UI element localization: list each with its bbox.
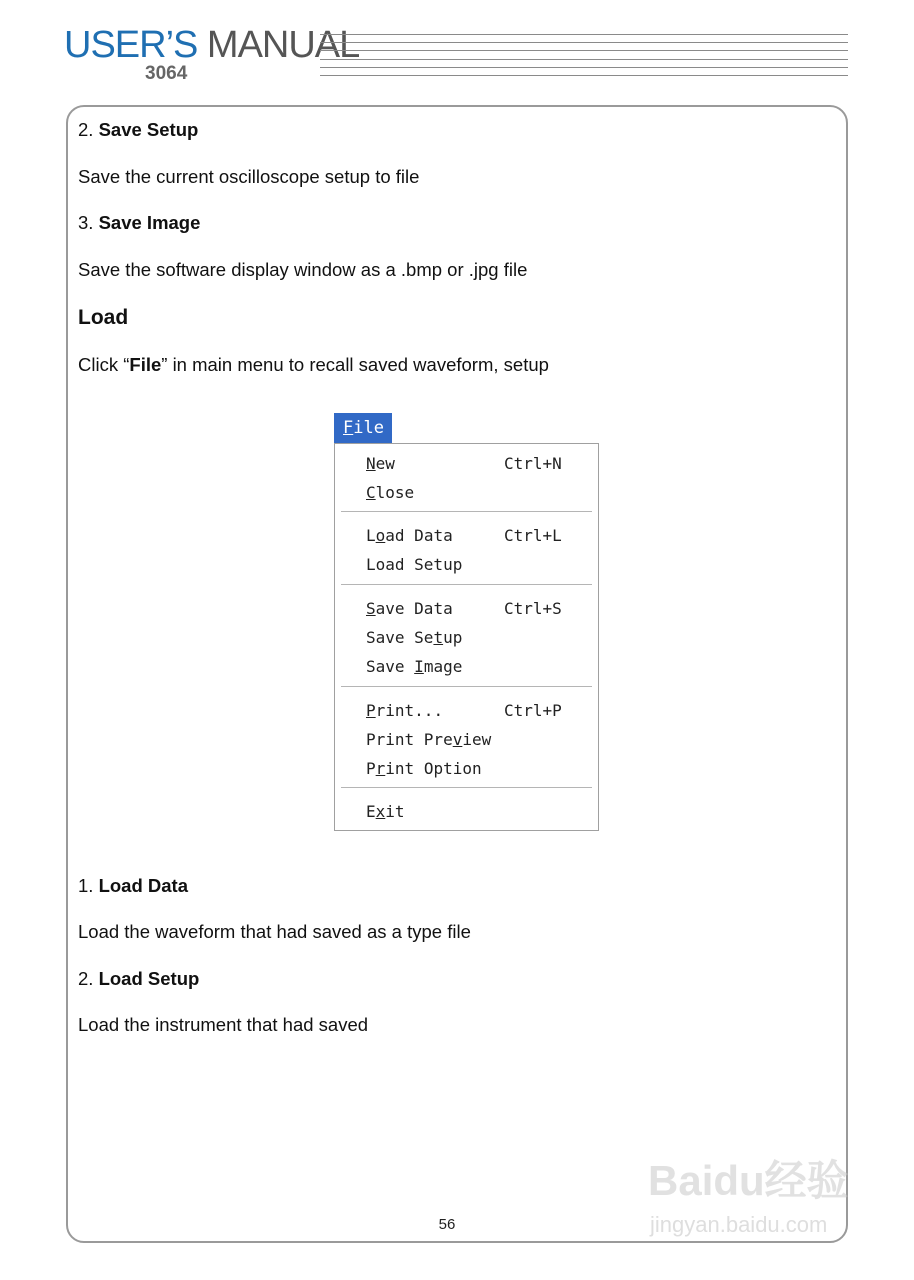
file-menu-title[interactable]: File (334, 413, 392, 444)
desc-load-setup: Load the instrument that had saved (78, 1014, 369, 1035)
item-save-setup: 2. Save Setup (78, 119, 199, 140)
menu-item-load-setup[interactable]: Load Setup (366, 555, 463, 574)
menu-item-print-preview[interactable]: Print Preview (366, 730, 492, 749)
manual-title: USER’S MANUAL (64, 24, 360, 66)
desc-load-intro: Click “File” in main menu to recall saved waveform, setup (78, 354, 549, 375)
menu-item-close[interactable]: Close (366, 483, 415, 502)
shortcut-load-data: Ctrl+L (504, 526, 562, 545)
menu-item-print[interactable]: Print... (366, 701, 444, 720)
header-decorative-lines (320, 34, 848, 83)
menu-separator (341, 787, 592, 788)
page-number: 56 (438, 1216, 456, 1233)
menu-separator (341, 584, 592, 585)
watermark-logo: Baidu经验 (648, 1157, 849, 1204)
menu-item-exit[interactable]: Exit (366, 802, 405, 821)
menu-item-save-data[interactable]: Save Data (366, 599, 453, 618)
desc-save-setup: Save the current oscilloscope setup to file (78, 166, 420, 187)
item-load-data: 1. Load Data (78, 875, 189, 896)
menu-item-save-image[interactable]: Save Image (366, 657, 463, 676)
watermark-url: jingyan.baidu.com (650, 1212, 828, 1237)
item-save-image: 3. Save Image (78, 212, 201, 233)
menu-item-save-setup[interactable]: Save Setup (366, 628, 463, 647)
shortcut-save-data: Ctrl+S (504, 599, 562, 618)
desc-save-image: Save the software display window as a .bmp or .jpg file (78, 259, 528, 280)
model-number: 3064 (145, 63, 188, 84)
shortcut-print: Ctrl+P (504, 701, 562, 720)
menu-item-load-data[interactable]: Load Data (366, 526, 453, 545)
shortcut-new: Ctrl+N (504, 454, 562, 473)
menu-item-new[interactable]: New (366, 454, 395, 473)
item-load-setup: 2. Load Setup (78, 968, 200, 989)
menu-separator (341, 511, 592, 512)
menu-separator (341, 686, 592, 687)
desc-load-data: Load the waveform that had saved as a type file (78, 921, 471, 942)
section-heading-load: Load (78, 306, 129, 329)
menu-item-print-option[interactable]: Print Option (366, 759, 482, 778)
